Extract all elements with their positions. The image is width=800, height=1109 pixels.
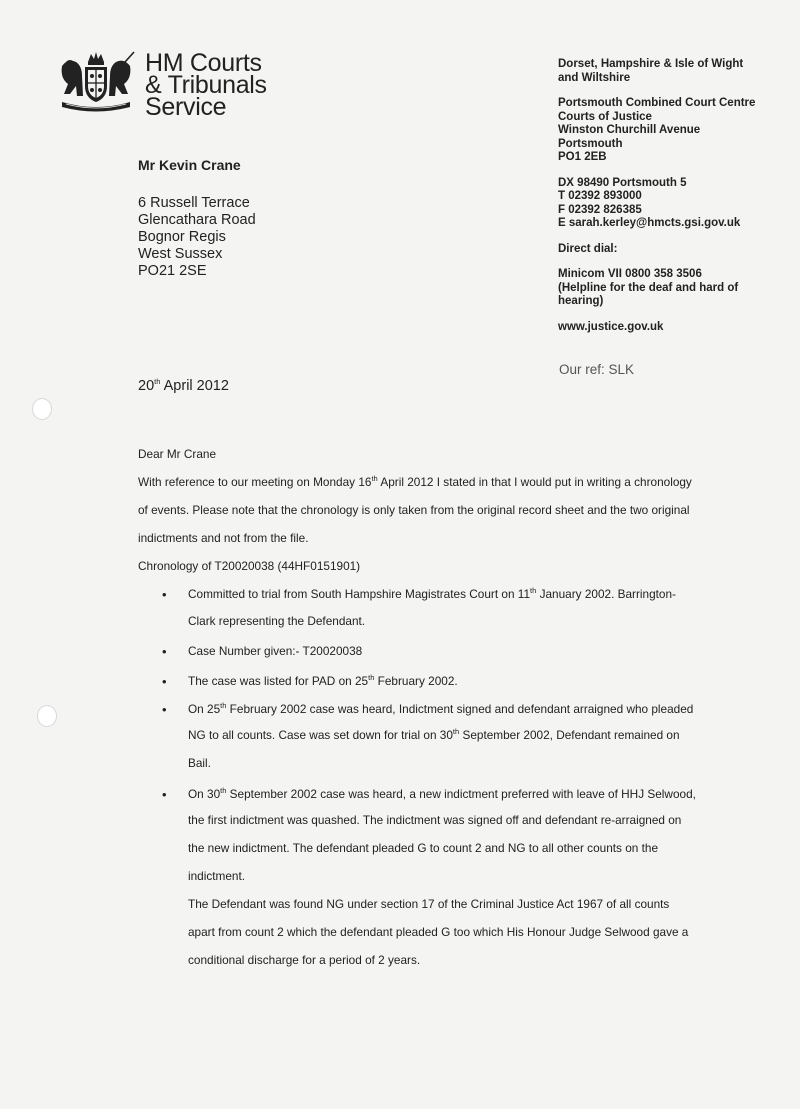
bullet-point: •	[162, 702, 167, 717]
bullet-2-line-1: Case Number given:- T20020038	[188, 644, 363, 658]
intro-line-3: indictments and not from the file.	[138, 531, 309, 545]
royal-coat-of-arms-icon	[54, 50, 138, 114]
bullet-5-line-5: The Defendant was found NG under section 17 of the Criminal Justice Act 1967 of all counts	[188, 897, 670, 911]
chronology-heading: Chronology of T20020038 (44HF0151901)	[138, 559, 361, 573]
punch-hole-bottom	[37, 705, 57, 727]
court-address-block	[558, 58, 755, 346]
bullet-5-line-7: conditional discharge for a period of 2 years.	[188, 953, 421, 967]
bullet-4-line-3: Bail.	[188, 756, 211, 770]
recipient-name: Mr Kevin Crane	[138, 157, 241, 173]
bullet-4-line-1: On 25th February 2002 case was heard, Indictment signed and defendant arraigned who pleaded	[188, 701, 694, 716]
bullet-point: •	[162, 587, 167, 602]
bullet-5-line-2: the first indictment was quashed. The indictment was signed off and defendant re-arraigned on	[188, 813, 682, 827]
recipient-address-line: West Sussex	[138, 246, 223, 262]
helpline-line-1: (Helpline for the deaf and hard of	[558, 281, 739, 294]
minicom: Minicom VII 0800 358 3506	[558, 268, 702, 280]
dx-number: DX 98490 Portsmouth 5	[558, 176, 687, 189]
punch-hole-top	[32, 398, 52, 420]
recipient-address-line: Glencathara Road	[138, 212, 256, 228]
website: www.justice.gov.uk	[558, 320, 664, 333]
bullet-5-line-4: indictment.	[188, 869, 246, 883]
recipient-address	[138, 195, 256, 280]
email: E sarah.kerley@hmcts.gsi.gov.uk	[558, 217, 741, 229]
bullet-4-line-2: NG to all counts. Case was set down for trial on 30th September 2002, Defendant remained on	[188, 727, 680, 742]
recipient-address-line: Bognor Regis	[138, 229, 226, 245]
bullet-1-line-2: Clark representing the Defendant.	[188, 614, 366, 628]
recipient-address-line: PO21 2SE	[138, 263, 207, 279]
bullet-point: •	[162, 644, 167, 659]
our-reference: Our ref: SLK	[559, 362, 635, 377]
court-centre-line-3: Winston Churchill Avenue	[558, 124, 701, 136]
fax: F 02392 826385	[558, 203, 642, 216]
direct-dial: Direct dial:	[558, 242, 618, 255]
salutation: Dear Mr Crane	[138, 447, 217, 461]
logo-line-1: HM Courts	[145, 49, 262, 77]
bullet-5-line-6: apart from count 2 which the defendant pleaded G too which His Honour Judge Selwood gave a	[188, 925, 689, 939]
region-line-2: and Wiltshire	[558, 71, 631, 84]
court-centre-line-5: PO1 2EB	[558, 151, 607, 163]
logo-line-3: Service	[145, 93, 227, 121]
logo-line-2: & Tribunals	[145, 71, 267, 99]
court-centre-line-4: Portsmouth	[558, 137, 623, 150]
bullet-5-line-3: the new indictment. The defendant pleaded G to count 2 and NG to all other counts on the	[188, 841, 659, 855]
telephone: T 02392 893000	[558, 190, 642, 202]
intro-line-1: With reference to our meeting on Monday 16th April 2012 I stated in that I would put in writing a chronology	[138, 474, 692, 489]
bullet-1-line-1: Committed to trial from South Hampshire Magistrates Court on 11th January 2002. Barrington-	[188, 586, 676, 601]
bullet-point: •	[162, 674, 167, 689]
bullet-point: •	[162, 787, 167, 802]
hmcts-logo-text	[145, 49, 267, 121]
bullet-5-line-1: On 30th September 2002 case was heard, a new indictment preferred with leave of HHJ Selwood,	[188, 786, 696, 801]
letter-date: 20th April 2012	[138, 377, 229, 394]
recipient-address-line: 6 Russell Terrace	[138, 195, 250, 211]
court-centre-line-2: Courts of Justice	[558, 110, 652, 123]
region-line-1: Dorset, Hampshire & Isle of Wight	[558, 58, 744, 70]
bullet-3-line-1: The case was listed for PAD on 25th February 2002.	[188, 673, 458, 688]
helpline-line-2: hearing)	[558, 295, 604, 307]
intro-line-2: of events. Please note that the chronology is only taken from the original record sheet and the two original	[138, 503, 690, 517]
court-centre-line-1: Portsmouth Combined Court Centre	[558, 97, 756, 109]
